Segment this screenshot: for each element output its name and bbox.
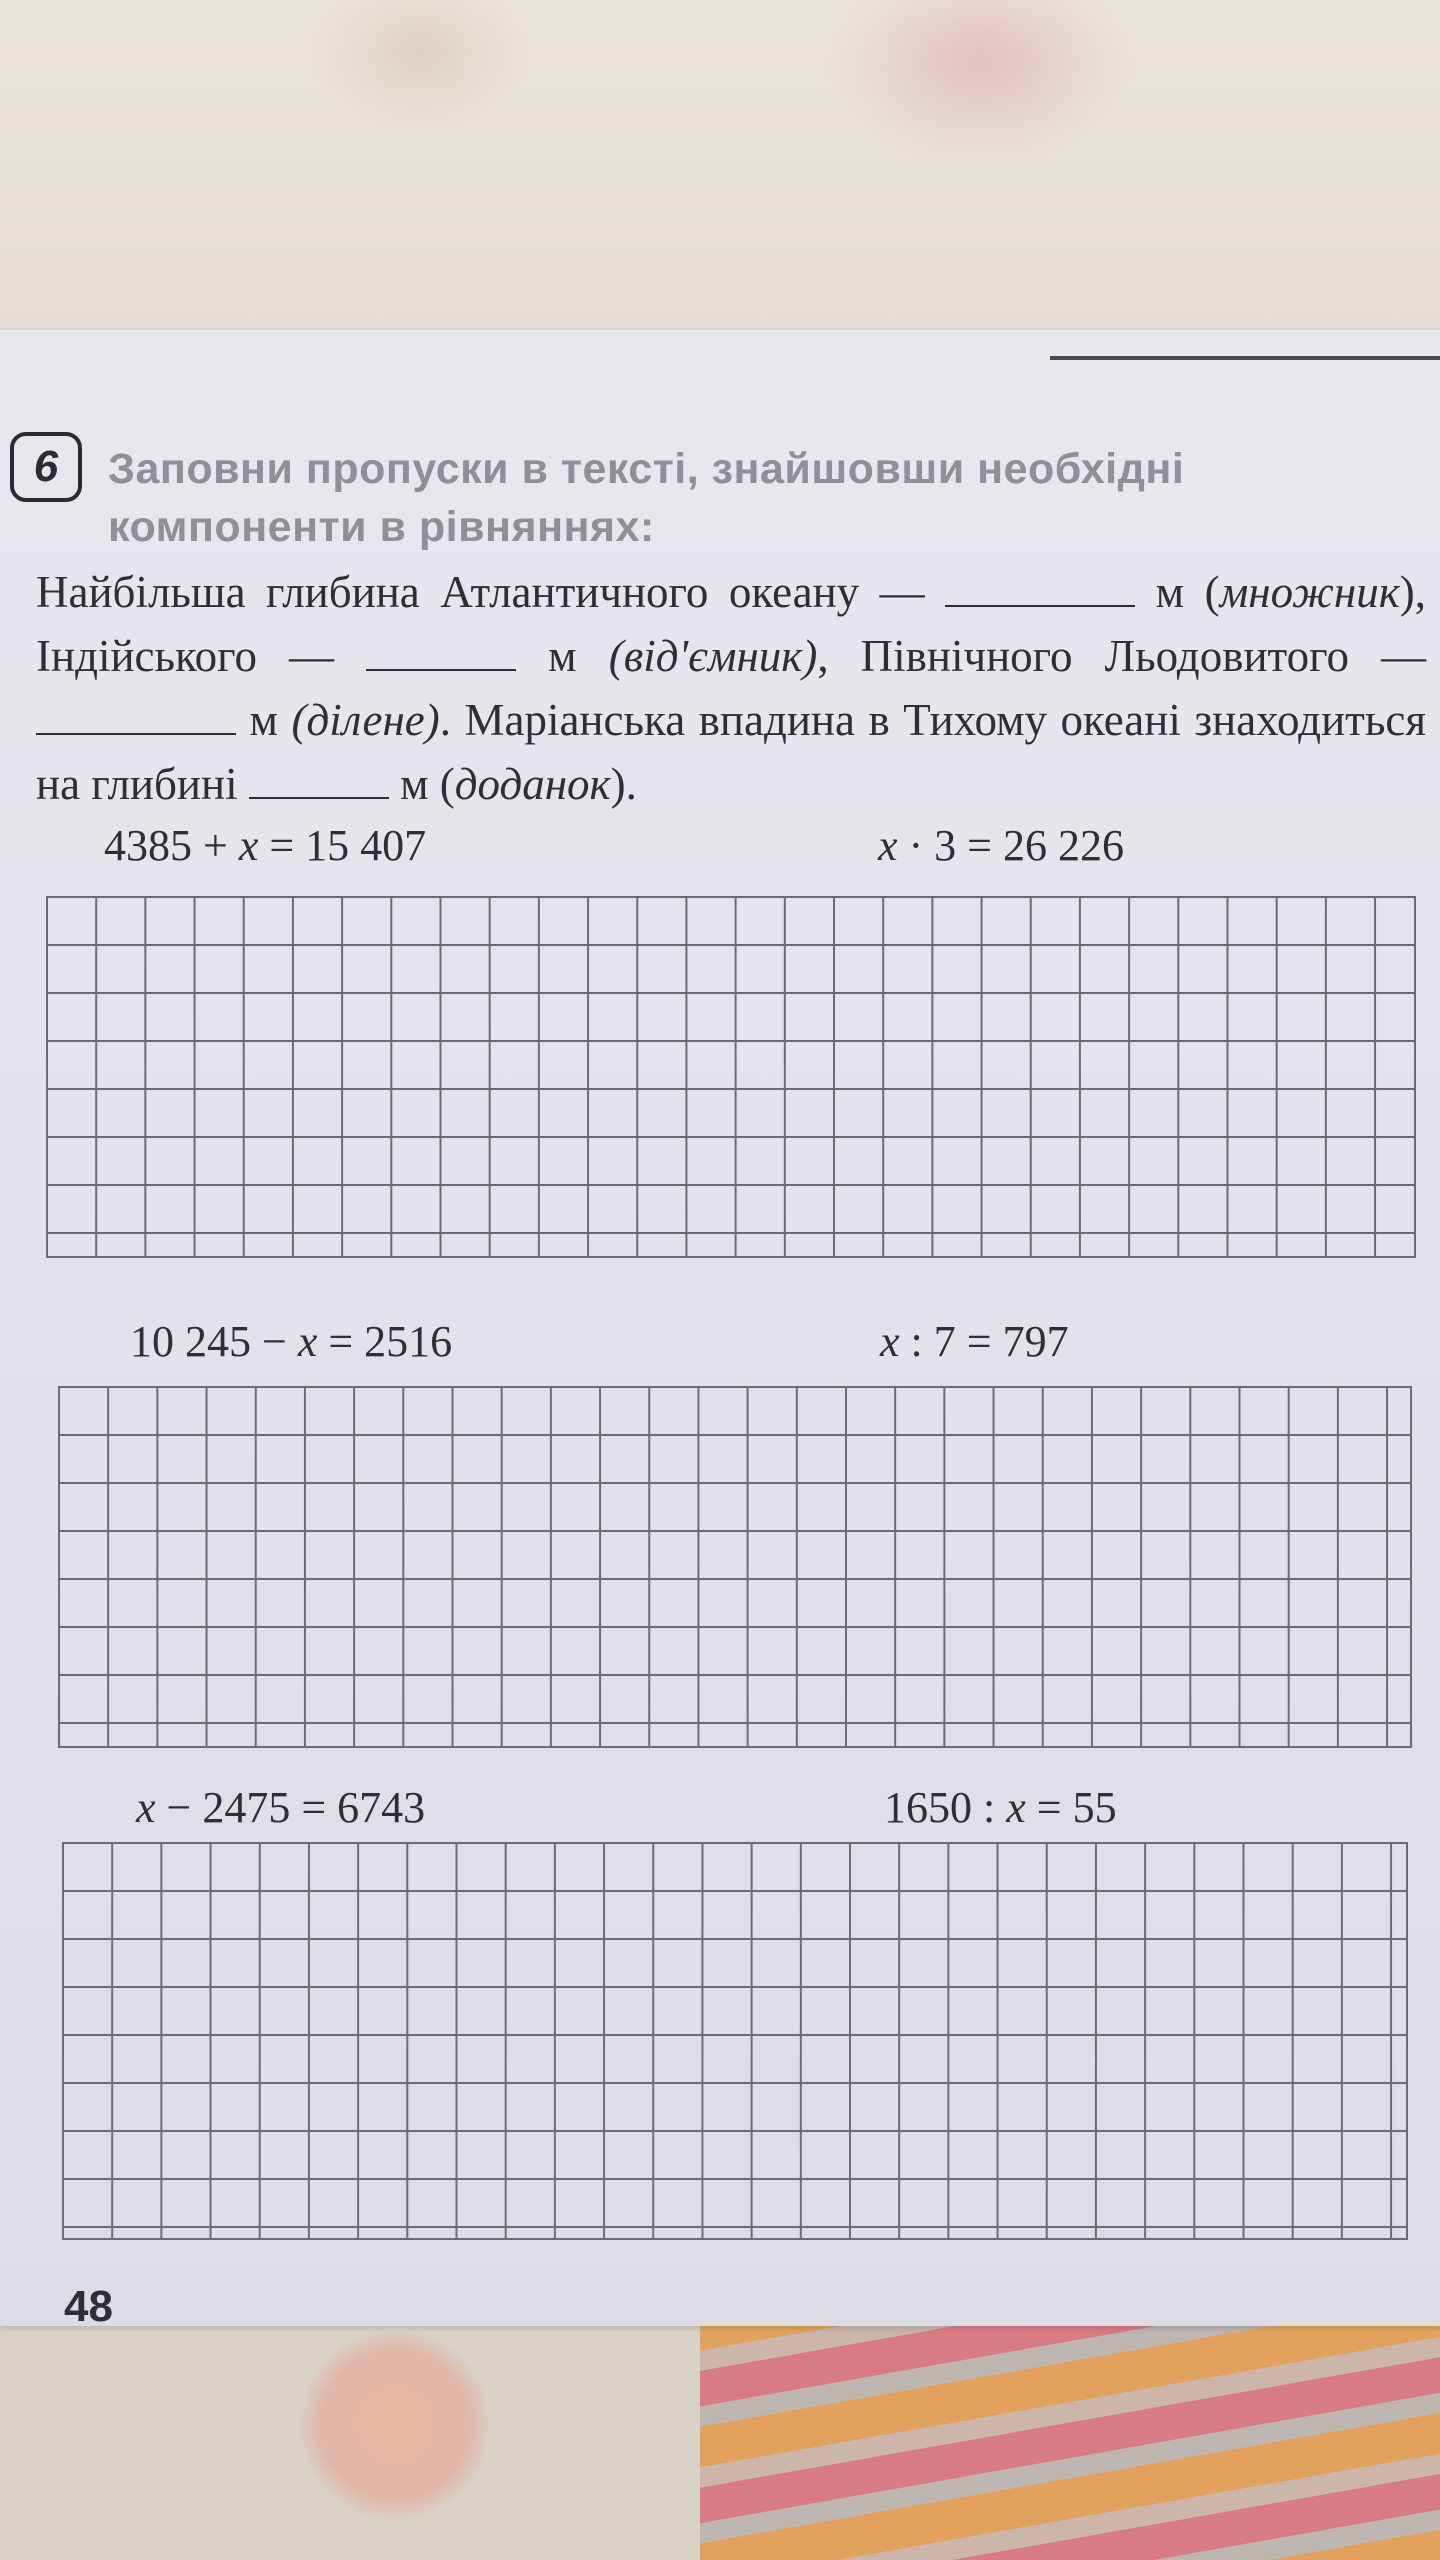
- answer-blank-arctic[interactable]: [36, 699, 236, 735]
- page-top-rule: [1050, 356, 1440, 360]
- text-part: множник: [1219, 567, 1400, 617]
- background-striped-fabric: [700, 2310, 1440, 2560]
- equation-3: [130, 1316, 452, 1367]
- equation-part: 1650 :: [884, 1783, 1007, 1832]
- equation-part: = 15 407: [258, 821, 427, 870]
- answer-blank-atlantic[interactable]: [945, 571, 1135, 607]
- equation-part: = 2516: [317, 1317, 453, 1366]
- equation-part: 4385 +: [104, 821, 239, 870]
- equation-variable: x: [878, 821, 898, 870]
- text-part: (ділене): [291, 695, 440, 745]
- equation-5: [136, 1782, 425, 1833]
- equation-variable: x: [238, 821, 259, 870]
- text-part: . Маріанська впадина в Тихому океані знаходиться на глибині: [36, 695, 1427, 809]
- answer-grid-3[interactable]: [62, 1842, 1408, 2240]
- text-part: м (: [400, 759, 455, 809]
- text-part: м: [249, 695, 278, 745]
- equation-variable: x: [297, 1317, 318, 1366]
- text-part: , Північного Льодовитого —: [817, 631, 1427, 681]
- answer-blank-indian[interactable]: [366, 635, 516, 671]
- equation-variable: x: [136, 1783, 156, 1832]
- page-number: 48: [64, 2282, 113, 2331]
- equation-2: [878, 820, 1124, 871]
- equation-part: : 7 = 797: [899, 1317, 1069, 1366]
- text-part: м: [548, 631, 577, 681]
- answer-grid-2[interactable]: [58, 1386, 1412, 1748]
- equation-4: [880, 1316, 1069, 1367]
- equation-6: [884, 1782, 1117, 1833]
- answer-blank-mariana[interactable]: [249, 763, 389, 799]
- text-part: ).: [610, 759, 637, 809]
- task-text: [36, 560, 1426, 816]
- text-part: (від'ємник): [608, 631, 818, 681]
- task-instruction: Заповни пропуски в тексті, знайшовши необхідні компоненти в рівняннях:: [108, 445, 1185, 551]
- equation-part: 10 245 −: [130, 1317, 298, 1366]
- equation-1: [104, 820, 426, 871]
- task-number-badge: 6: [10, 432, 82, 502]
- text-part: Найбільша глибина Атлантичного океану —: [36, 567, 925, 617]
- equation-part: · 3 = 26 226: [897, 821, 1124, 870]
- background-circle-pattern: [300, 2330, 490, 2520]
- text-part: доданок: [454, 759, 611, 809]
- answer-grid-1[interactable]: [46, 896, 1416, 1258]
- equation-part: = 55: [1025, 1783, 1117, 1832]
- background-fabric-top: [0, 0, 1440, 340]
- text-part: м (: [1155, 567, 1220, 617]
- equation-variable: x: [1006, 1783, 1026, 1832]
- equation-variable: x: [880, 1317, 900, 1366]
- text-part: ), Індійського —: [36, 567, 1426, 681]
- equation-part: − 2475 = 6743: [155, 1783, 426, 1832]
